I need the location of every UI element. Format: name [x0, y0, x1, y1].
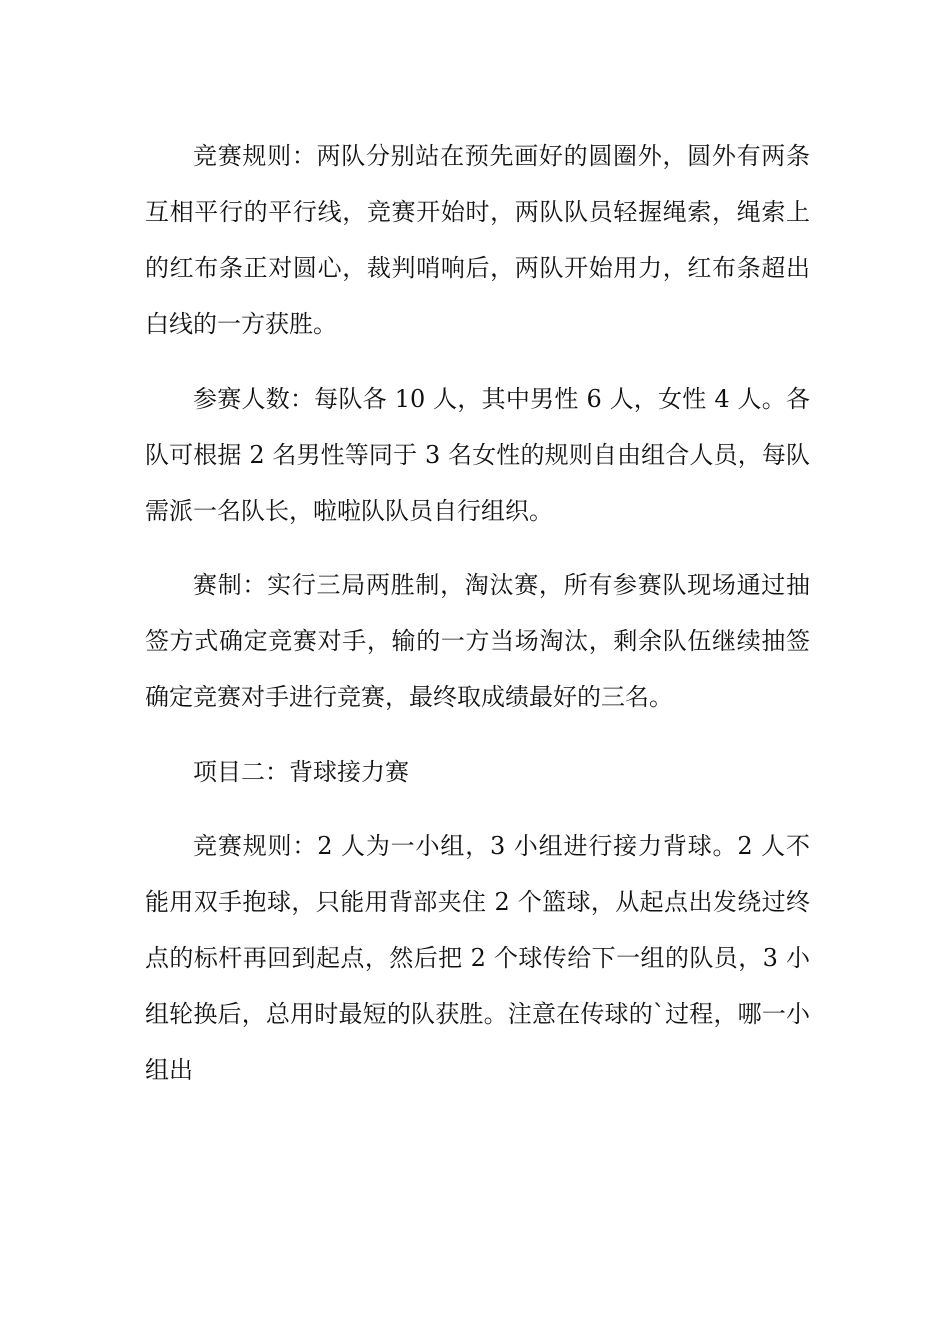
document-body [145, 128, 810, 1117]
paragraph-rules-ball-relay: 竞赛规则：2 人为一小组，3 小组进行接力背球。2 人不能用双手抱球，只能用背部夹住 2 个篮球，从起点出发绕过终点的标杆再回到起点，然后把 2 个球传给下一组的队员，3 小组轮换后，总用时最短的队获胜。注意在传球的`过程，哪一小组出 [145, 832, 810, 1084]
paragraph-competition-format: 赛制：实行三局两胜制，淘汰赛，所有参赛队现场通过抽签方式确定竞赛对手，输的一方当场淘汰，剩余队伍继续抽签确定竞赛对手进行竞赛，最终取成绩最好的三名。 [145, 571, 810, 711]
section-heading-event-two: 项目二：背球接力赛 [193, 757, 409, 786]
paragraph-rules-tug-of-war: 竞赛规则：两队分别站在预先画好的圆圈外，圆外有两条互相平行的平行线，竞赛开始时，两队队员轻握绳索，绳索上的红布条正对圆心，裁判哨响后，两队开始用力，红布条超出白线的一方获胜。 [145, 142, 810, 338]
paragraph-participants: 参赛人数：每队各 10 人，其中男性 6 人，女性 4 人。各队可根据 2 名男性等同于 3 名女性的规则自由组合人员，每队需派一名队长，啦啦队队员自行组织。 [145, 384, 810, 525]
